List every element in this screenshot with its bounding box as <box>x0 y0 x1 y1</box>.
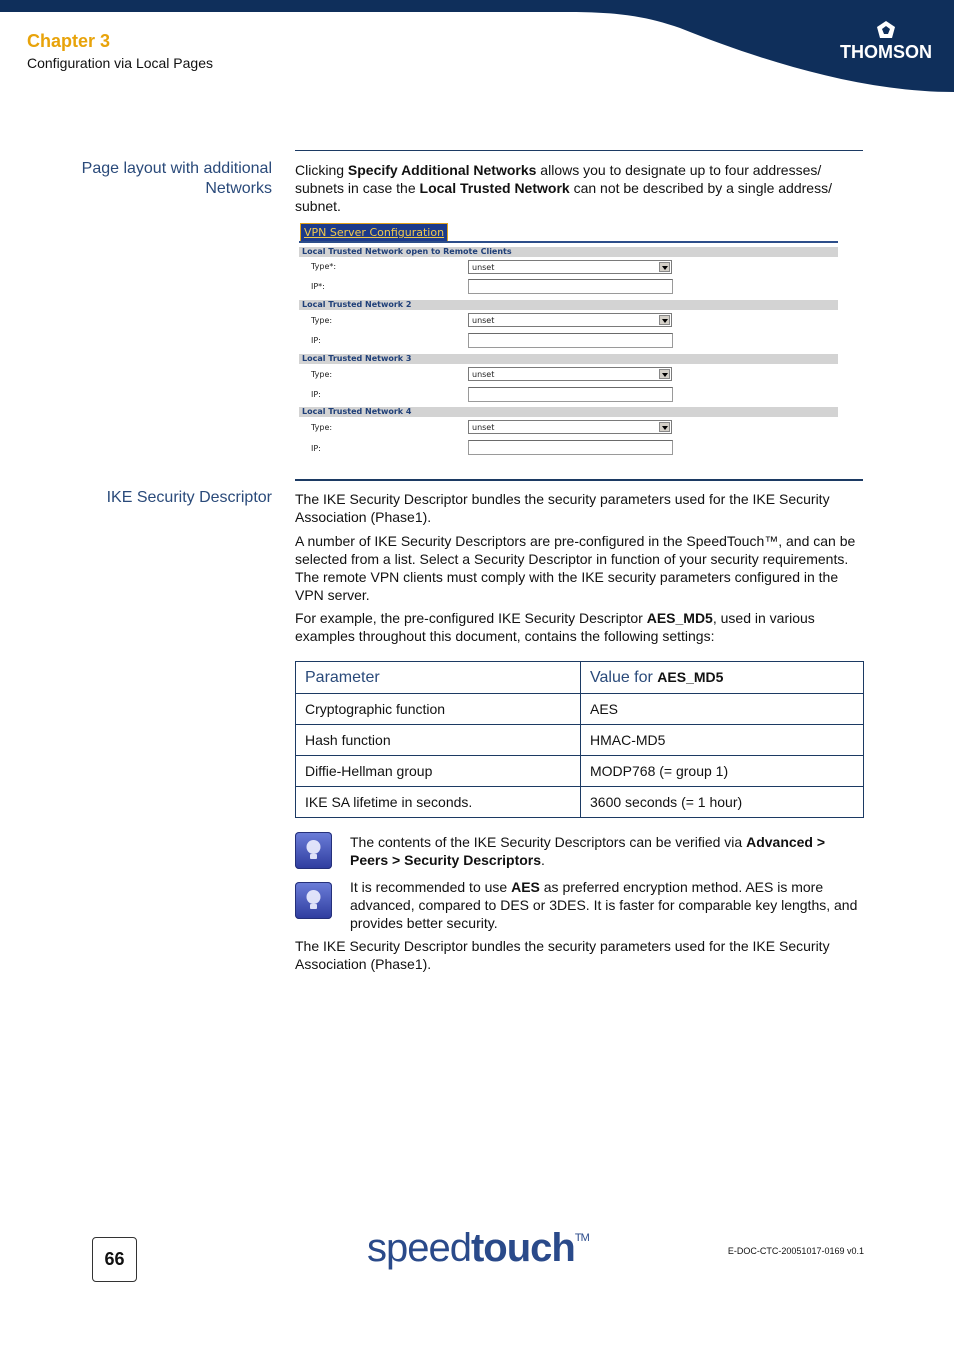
ip-input[interactable] <box>468 387 673 402</box>
page-number: 66 <box>92 1237 137 1282</box>
chevron-down-icon[interactable] <box>659 422 670 432</box>
network-section-header: Local Trusted Network 4 <box>299 407 838 417</box>
table-cell-parameter: Diffie-Hellman group <box>296 756 581 787</box>
table-row <box>296 725 864 756</box>
ip-input[interactable] <box>468 440 673 455</box>
lightbulb-icon <box>295 832 332 869</box>
ike-preconfigured-paragraph: A number of IKE Security Descriptors are pre-configured in the SpeedTouch™, and can be selected from a list. Select a Security Descriptor in function of your security requirements. The remote VPN clients must comply with the IKE security parameters configured in the VPN server. <box>295 533 856 603</box>
ip-input[interactable] <box>468 333 673 348</box>
table-cell-parameter: Cryptographic function <box>296 694 581 725</box>
type-select[interactable]: unset <box>468 420 672 434</box>
column-header-parameter: Parameter <box>296 662 581 694</box>
header-band <box>0 0 954 92</box>
table-cell-value: HMAC-MD5 <box>581 725 864 756</box>
chevron-down-icon[interactable] <box>659 369 670 379</box>
ike-closing-paragraph: The IKE Security Descriptor bundles the security parameters used for the IKE Security Association (Phase1). <box>295 938 830 972</box>
document-id: E-DOC-CTC-20051017-0169 v0.1 <box>727 1246 864 1256</box>
type-label: Type: <box>311 316 333 325</box>
section-heading-ike: IKE Security Descriptor <box>106 489 272 506</box>
thomson-logo-text: THOMSON <box>840 42 932 62</box>
chapter-title: Chapter 3 <box>27 31 111 51</box>
table-cell-value: MODP768 (= group 1) <box>581 756 864 787</box>
network-section-header: Local Trusted Network 2 <box>299 300 838 310</box>
vpn-config-title[interactable]: VPN Server Configuration <box>300 223 448 242</box>
lightbulb-icon <box>295 882 332 919</box>
network-section-header: Local Trusted Network 3 <box>299 354 838 364</box>
table-cell-value: AES <box>581 694 864 725</box>
type-label: Type: <box>311 423 333 432</box>
type-select[interactable]: unset <box>468 313 672 327</box>
section-rule <box>295 479 863 481</box>
network-section-header: Local Trusted Network open to Remote Clients <box>299 247 838 257</box>
thomson-logo <box>838 20 934 63</box>
ip-input[interactable] <box>468 279 673 294</box>
table-header-row <box>296 662 864 694</box>
chevron-down-icon[interactable] <box>659 262 670 272</box>
speedtouch-logo: speedtouch™ <box>367 1226 589 1270</box>
networks-paragraph: Clicking Specify Additional Networks allows you to designate up to four addresses/ subnets in case the Local Trusted Network can not be described by a single address/ subnet. <box>295 162 832 214</box>
table-row <box>296 756 864 787</box>
chapter-subtitle: Configuration via Local Pages <box>27 55 214 71</box>
tip-verify-descriptors: The contents of the IKE Security Descriptors can be verified via Advanced > Peers > Security Descriptors. <box>350 834 826 868</box>
table-cell-parameter: Hash function <box>296 725 581 756</box>
section-rule <box>295 150 863 151</box>
vpn-title-bar <box>299 241 838 243</box>
type-label: Type: <box>311 370 333 379</box>
thomson-logo-icon <box>875 20 897 40</box>
type-select[interactable]: unset <box>468 367 672 381</box>
tip-aes-recommendation: It is recommended to use AES as preferred encryption method. AES is more advanced, compared to DES or 3DES. It is faster for comparable key lengths, and provides better security. <box>350 879 858 931</box>
ike-example-paragraph: For example, the pre-configured IKE Security Descriptor AES_MD5, used in various examples throughout this document, contains the following settings: <box>295 610 815 644</box>
type-label: Type*: <box>311 262 337 271</box>
ip-label: IP: <box>311 336 321 345</box>
column-header-value: Value for AES_MD5 <box>581 662 864 694</box>
table-cell-value: 3600 seconds (= 1 hour) <box>581 787 864 818</box>
chevron-down-icon[interactable] <box>659 315 670 325</box>
section-heading-networks: Page layout with additional Networks <box>81 160 272 197</box>
ike-intro-paragraph: The IKE Security Descriptor bundles the security parameters used for the IKE Security Association (Phase1). <box>295 491 830 525</box>
table-row <box>296 787 864 818</box>
ip-label: IP: <box>311 390 321 399</box>
type-select[interactable]: unset <box>468 260 672 274</box>
table-cell-parameter: IKE SA lifetime in seconds. <box>296 787 581 818</box>
ip-label: IP: <box>311 444 321 453</box>
table-row <box>296 694 864 725</box>
ike-settings-table <box>295 661 864 818</box>
ip-label: IP*: <box>311 282 325 291</box>
